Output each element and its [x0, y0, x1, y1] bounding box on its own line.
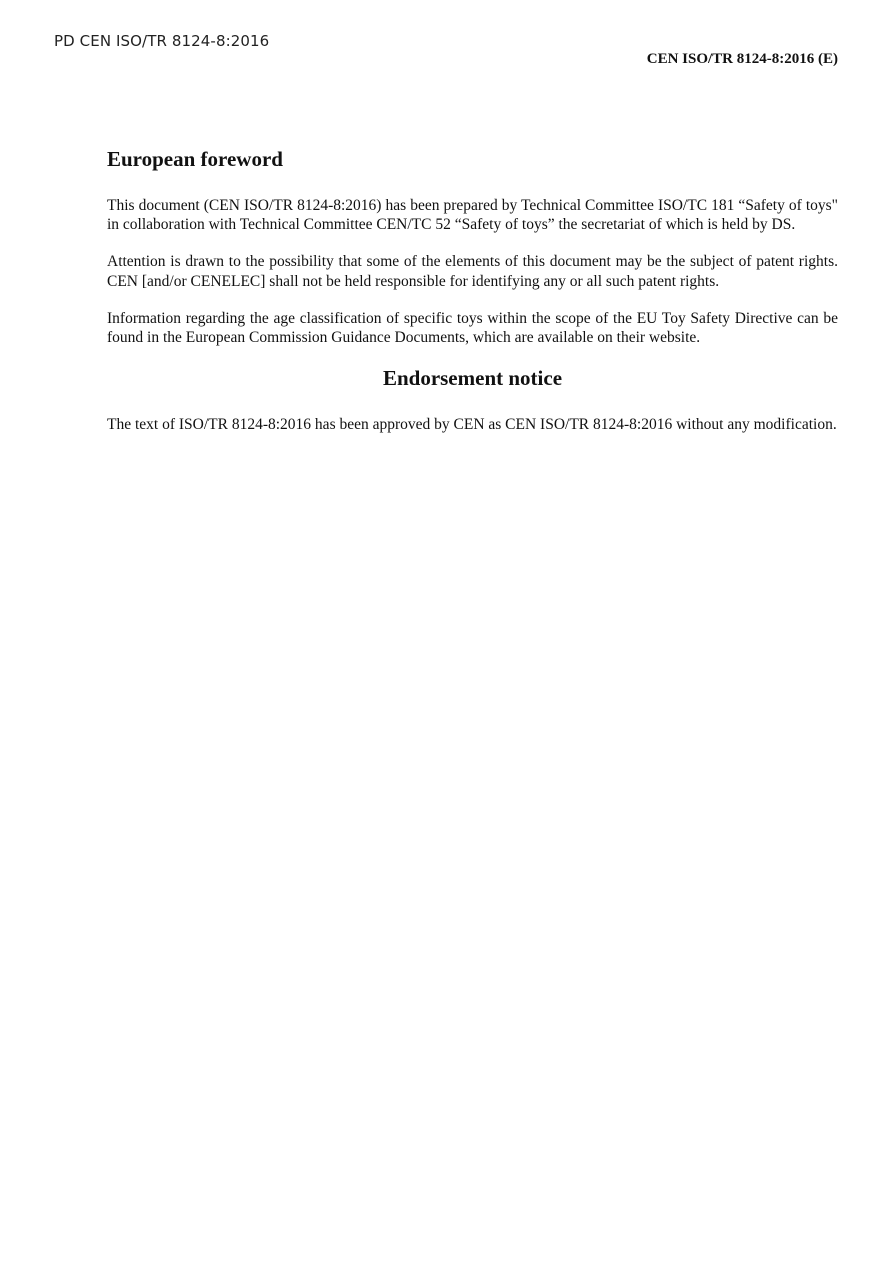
foreword-paragraph-1: This document (CEN ISO/TR 8124-8:2016) has been prepared by Technical Committee ISO/TC 181 “Safety of toys" in collaboration with Technical Committee CEN/TC 52 “Safety of toys” the secretariat of which is held by DS. [107, 197, 838, 234]
foreword-paragraph-3: Information regarding the age classification of specific toys within the scope of the EU Toy Safety Directive can be found in the European Commission Guidance Documents, which are available on their website. [107, 309, 838, 347]
foreword-title: European foreword [107, 147, 283, 171]
endorsement-title: Endorsement notice [382, 366, 563, 391]
foreword-paragraph-2: Attention is drawn to the possibility that some of the elements of this document may be the subject of patent rights. CEN [and/or CENELEC] shall not be held responsible for identifying any or all such patent rights. [107, 253, 838, 290]
page-content [107, 146, 838, 452]
document-id-right: CEN ISO/TR 8124-8:2016 (E) [646, 51, 838, 67]
endorsement-paragraph-1: The text of ISO/TR 8124-8:2016 has been approved by CEN as CEN ISO/TR 8124-8:2016 without any modification. [107, 416, 837, 434]
document-id-left: PD CEN ISO/TR 8124-8:2016 [54, 32, 270, 50]
